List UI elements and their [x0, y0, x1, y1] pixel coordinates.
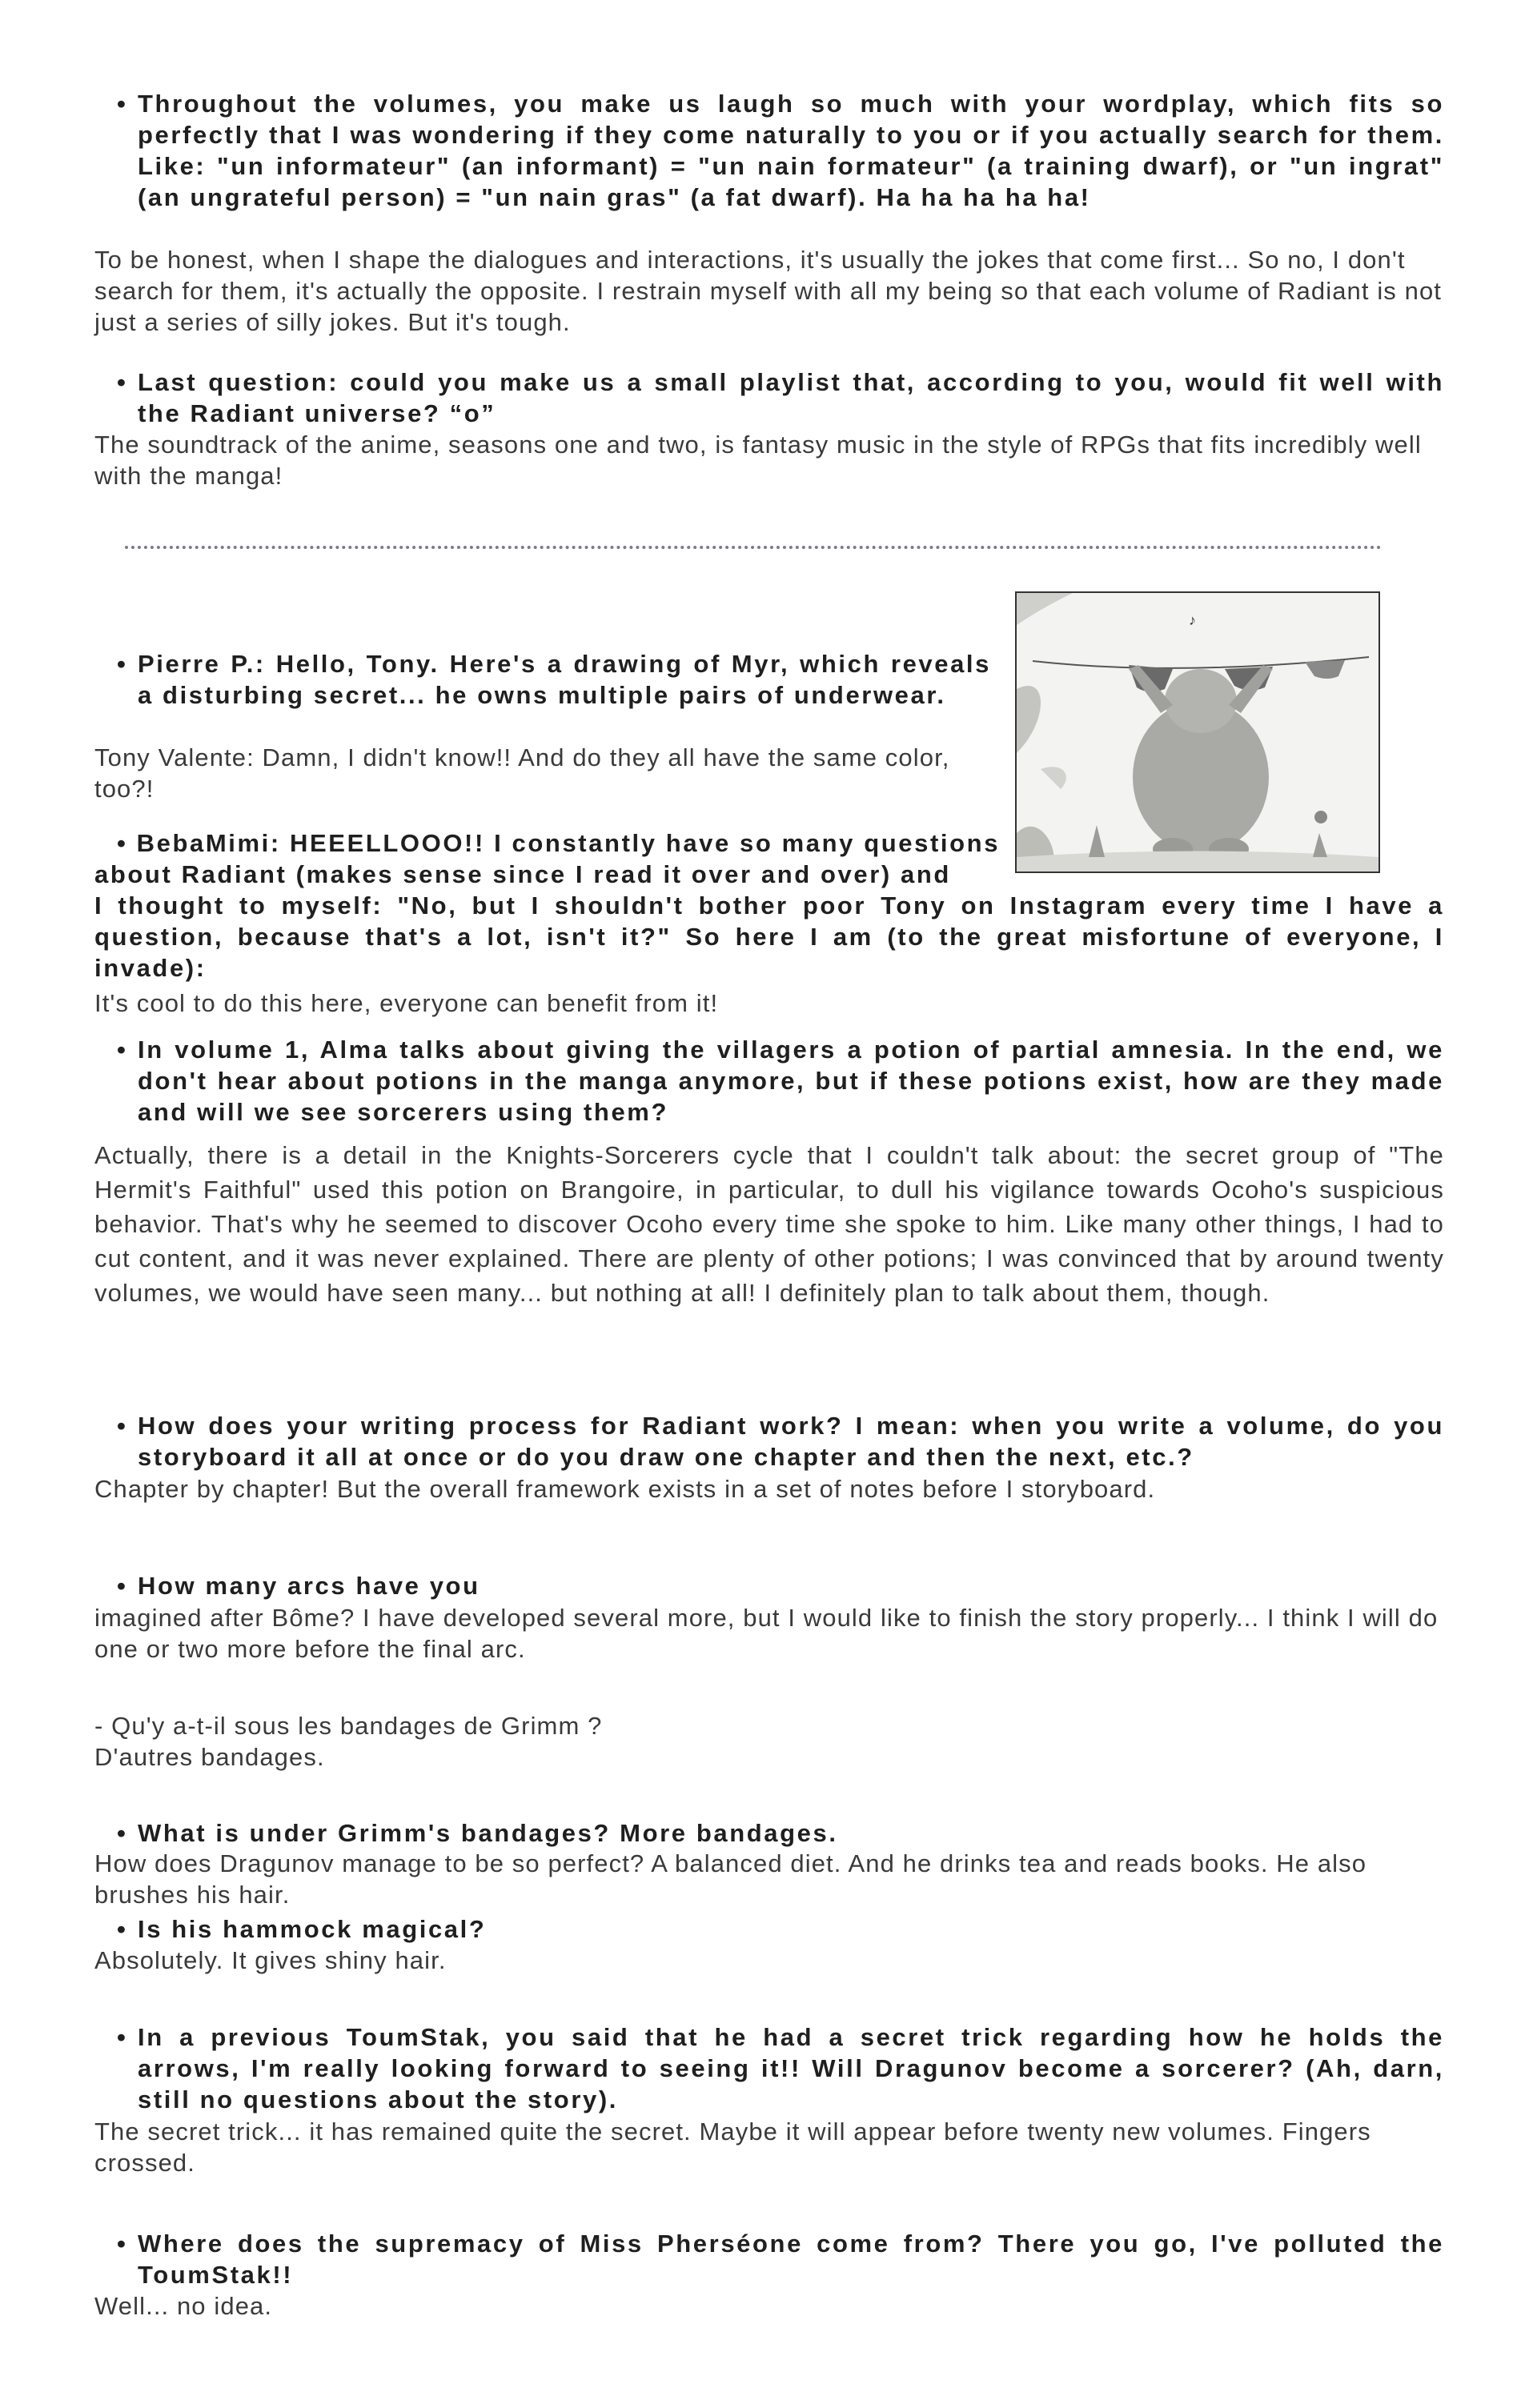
- french-note: - Qu'y a-t-il sous les bandages de Grimm ? D'autres bandages.: [94, 1712, 603, 1771]
- question-pierre: • Pierre P.: Hello, Tony. Here's a drawing of Myr, which reveals a disturbing secret... he owns multiple pairs of underwear.: [94, 648, 991, 711]
- question-secret-trick: • In a previous ToumStak, you said that he had a secret trick regarding how he holds the arrows, I'm really looking forward to seeing it!! Will Dragunov become a sorcerer? (Ah, darn, still no questions about the story).: [94, 2021, 1444, 2115]
- question-potions: • In volume 1, Alma talks about giving the villagers a potion of partial amnesia. In the end, we don't hear about potions in the manga anymore, but if these potions exist, how are they made and will we see sorcerers using them?: [94, 1034, 1444, 1128]
- answer-secret-trick: The secret trick... it has remained quite the secret. Maybe it will appear before twenty new volumes. Fingers crossed.: [94, 2118, 1371, 2177]
- question-bebamimi: • BebaMimi: HEEELLOOO!! I constantly have so many questions about Radiant (makes sense since I read it over and over) and I thought to myself: "No, but I shouldn't bother poor Tony on Instagram every time I have a question, because that's a lot, isn't it?" So here I am (to the great misfortune of everyone, I invade):: [94, 829, 1444, 982]
- question-hammock: • Is his hammock magical?: [94, 1913, 1444, 1945]
- dotted-separator: [125, 546, 1382, 554]
- question-wordplay: • Throughout the volumes, you make us laugh so much with your wordplay, which fits so perfectly that I was wondering if they come naturally to you or if you actually search for them. Like: "un informateur" (an informant) = "un nain formateur" (a training dwarf), or "un ingrat" (an ungrateful person) = "un nain gras" (a fat dwarf). Ha ha ha ha ha!: [94, 88, 1444, 213]
- question-grimm: • What is under Grimm's bandages? More bandages.: [94, 1817, 1444, 1849]
- answer-wordplay: To be honest, when I shape the dialogues and interactions, it's usually the jokes that come first... So no, I don't search for them, it's actually the opposite. I restrain myself with all my being so that each volume of Radiant is not just a series of silly jokes. But it's tough.: [94, 246, 1443, 336]
- answer-arcs: imagined after Bôme? I have developed several more, but I would like to finish the story properly... I think I will do one or two more before the final arc.: [94, 1604, 1439, 1663]
- answer-hammock: Absolutely. It gives shiny hair.: [94, 1946, 447, 1974]
- answer-bebamimi: It's cool to do this here, everyone can benefit from it!: [94, 989, 719, 1017]
- answer-potions: Actually, there is a detail in the Knights-Sorcerers cycle that I couldn't talk about: the secret group of "The Hermit's Faithful" used this potion on Brangoire, in particular, to dull his vigilance towards Ocoho's suspicious behavior. That's why he seemed to discover Ocoho every time she spoke to him. Like many other things, I had to cut content, and it was never explained. There are plenty of other potions; I was convinced that by around twenty volumes, we would have seen many... but nothing at all! I definitely plan to talk about them, though.: [94, 1141, 1444, 1307]
- question-arcs: • How many arcs have you: [94, 1570, 1444, 1601]
- svg-text:♪: ♪: [1189, 612, 1196, 628]
- answer-writing-process: Chapter by chapter! But the overall framework exists in a set of notes before I storyboard.: [94, 1475, 1156, 1503]
- question-playlist: • Last question: could you make us a small playlist that, according to you, would fit well with the Radiant universe? “o”: [94, 367, 1444, 429]
- answer-playlist: The soundtrack of the anime, seasons one and two, is fantasy music in the style of RPGs that fits incredibly well with the manga!: [94, 431, 1422, 490]
- question-writing-process: • How does your writing process for Radiant work? I mean: when you write a volume, do you storyboard it all at once or do you draw one chapter and then the next, etc.?: [94, 1410, 1444, 1472]
- answer-grimm: How does Dragunov manage to be so perfect? A balanced diet. And he drinks tea and reads books. He also brushes his hair.: [94, 1849, 1367, 1909]
- answer-pherseone: Well... no idea.: [94, 2292, 273, 2320]
- question-pherseone: • Where does the supremacy of Miss Pherséone come from? There you go, I've polluted the ToumStak!!: [94, 2228, 1444, 2290]
- answer-pierre: Tony Valente: Damn, I didn't know!! And do they all have the same color, too?!: [94, 743, 950, 803]
